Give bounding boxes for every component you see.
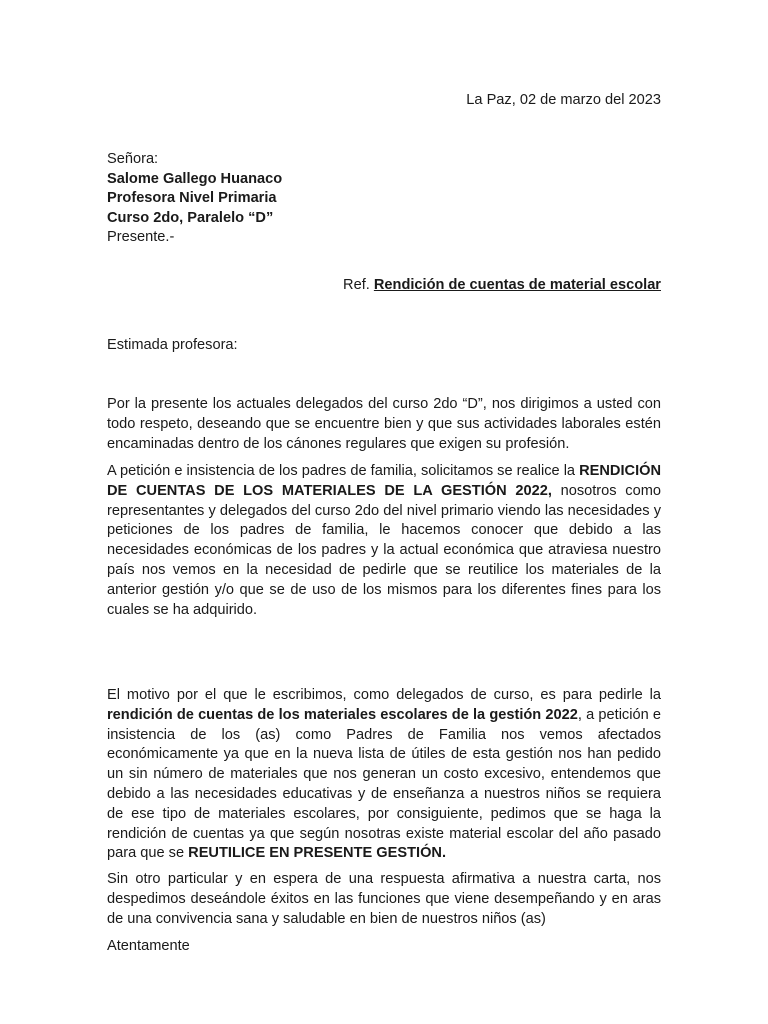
- p2-bold: RENDICIÓN DE CUENTAS DE LOS MATERIALES DE LA GESTIÓN 2022,: [107, 463, 662, 499]
- p3-text-a: El motivo por el que le escribimos, como delegados de curso, es para pedirle la: [107, 687, 661, 703]
- letter-date: La Paz, 02 de marzo del 2023: [466, 92, 661, 108]
- ref-prefix: Ref.: [343, 277, 370, 293]
- paragraph-intro: Por la presente los actuales delegados del curso 2do “D”, nos dirigimos a usted con todo respeto, deseando que se encuentre bien y que sus actividades laborales estén encaminadas dentro de los cánones regulares que exigen su profesión.: [107, 396, 661, 452]
- p2-text-a: A petición e insistencia de los padres de familia, solicitamos se realice la: [107, 463, 576, 479]
- p3-bold: rendición de cuentas de los materiales escolares de la gestión 2022: [107, 706, 578, 723]
- salutation: Señora:: [107, 151, 159, 167]
- addressee-course: Curso 2do, Paralelo “D”: [107, 209, 274, 226]
- paragraph-motive: [107, 686, 661, 864]
- p3-text-b: , a petición e insistencia de los (as) como Padres de Familia nos vemos afectados económicamente ya que en la nueva lista de útiles de esta gestión nos han pedido un sin número de materiales que nos generan un costo excesivo, entendemos que debido a las necesidades educativas y de enseñanza a nuestros niños se requiera de ese tipo de materiales escolares, por consiguiente, pedimos que se haga la rendición de cuentas ya que según nosotras existe material escolar del año pasado para que se: [107, 706, 661, 862]
- addressee-name: Salome Gallego Huanaco: [107, 170, 283, 187]
- presente-line: Presente.-: [107, 229, 175, 245]
- closing: Atentamente: [107, 938, 190, 954]
- reference-line: [343, 276, 661, 295]
- p2-text-b: nosotros como representantes y delegados del curso 2do del nivel primario viendo las necesidades y peticiones de los padres de familia, le hacemos conocer que debido a las necesidades económicas de los padres y la actual económica que atraviesa nuestro país nos vemos en la necesidad de pedirle que se reutilice los materiales de la anterior gestión y/o que se de uso de los mismos para los diferentes fines para los cuales se ha adquirido.: [107, 482, 661, 618]
- p3-bold-2: REUTILICE EN PRESENTE GESTIÓN.: [188, 845, 447, 862]
- paragraph-request: [107, 462, 661, 620]
- addressee-position: Profesora Nivel Primaria: [107, 190, 277, 206]
- paragraph-farewell: Sin otro particular y en espera de una respuesta afirmativa a nuestra carta, nos despedimos deseándole éxitos en las funciones que viene desempeñando y en aras de una convivencia sana y saludable en bien de nuestros niños (as): [107, 871, 661, 927]
- addressee-block: [107, 150, 282, 248]
- greeting: Estimada profesora:: [107, 337, 238, 353]
- ref-subject: Rendición de cuentas de material escolar: [373, 277, 661, 293]
